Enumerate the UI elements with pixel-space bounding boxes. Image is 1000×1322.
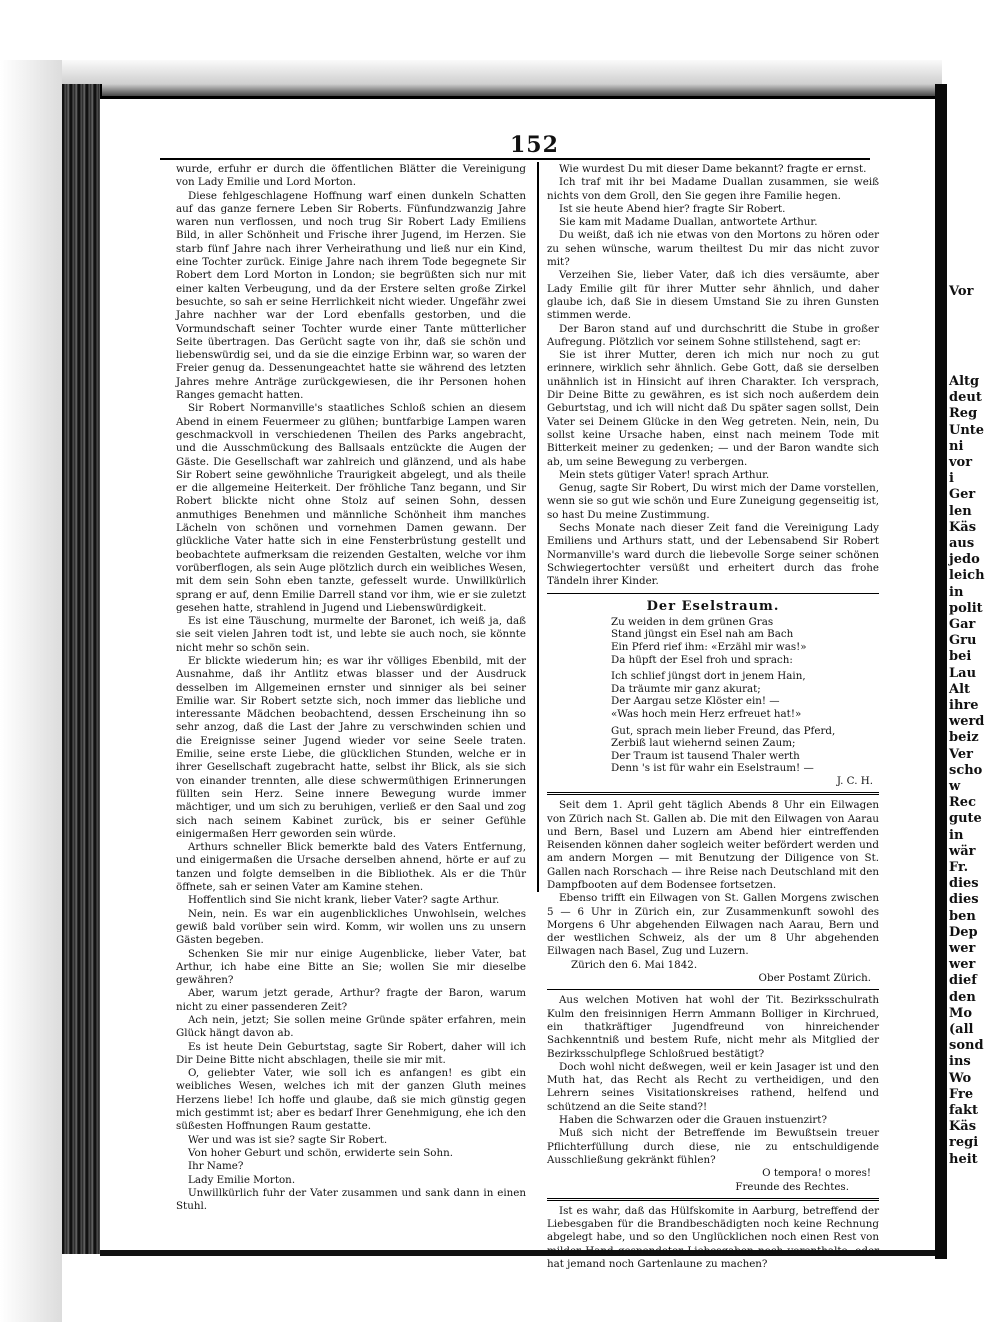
- fragment-line: Unte: [949, 422, 985, 438]
- page-number: 152: [510, 132, 559, 158]
- section-rule: [547, 792, 879, 795]
- fragment-line: w: [949, 779, 961, 794]
- poem-line: Der Traum ist tausend Thaler werth: [611, 749, 800, 762]
- fragment-line: den: [949, 989, 976, 1005]
- poem-line: Der Aargau setze Klöster ein! —: [611, 695, 780, 708]
- paragraph: O, geliebter Vater, wie soll ich es anfangen! es gibt ein weibliches Wesen, welches ich mit der ganzen Gluth meines Herzens liebe! Ich hoffe und glaube, daß sie mich günstig gegen mich gestimmt ist; aber es bedarf Ihrer Genehmigung, ehe ich den süßesten Hoffnungen Raum gestatte.: [176, 1067, 526, 1133]
- section-rule: [547, 593, 879, 594]
- paragraph: Lady Emilie Morton.: [188, 1173, 296, 1186]
- paragraph: Genug, sagte Sir Robert, Du wirst mich der Dame vorstellen, wenn sie so gut wie schön und Eure Zuneigung gegenseitig ist, so hast Du meine Zustimmung.: [547, 482, 879, 521]
- left-column: [176, 163, 526, 1213]
- adjacent-page-fragment: [947, 84, 1000, 1259]
- fragment-line: Ver: [949, 746, 974, 762]
- paragraph: Wie wurdest Du mit dieser Dame bekannt? fragte er ernst.: [559, 163, 867, 175]
- poem-line: Da träumte mir ganz akurat;: [611, 682, 761, 695]
- fragment-line: Käs: [949, 1119, 977, 1135]
- paragraph: wurde, erfuhr er durch die öffentlichen Blätter die Vereinigung von Lady Emilie und Lord Morton.: [176, 163, 526, 189]
- question-motto: O tempora! o mores!: [762, 1167, 871, 1180]
- scan-top-shadow: [62, 60, 942, 100]
- fragment-line: bei: [949, 649, 972, 665]
- page-gutter-right: [935, 84, 947, 1259]
- scan-margin: [0, 60, 62, 1322]
- paragraph: Sie kam mit Madame Duallan, antwortete Arthur.: [559, 216, 818, 229]
- post-dateline: Zürich den 6. Mai 1842.: [571, 958, 698, 971]
- fragment-line: aus: [949, 536, 975, 551]
- section-rule: [547, 1198, 879, 1201]
- paragraph: Es ist eine Täuschung, murmelte der Baronet, ich weiß ja, daß sie seit vielen Jahren todt ist, und lebte sie auch noch, sie könnte nicht mehr so schön sein.: [176, 615, 526, 654]
- poem-line: Stand jüngst ein Esel nah am Bach: [611, 628, 794, 641]
- poem-signature: J. C. H.: [836, 774, 873, 787]
- fragment-line: ben: [949, 908, 976, 924]
- fragment-line: beiz: [949, 730, 979, 746]
- poem-line: Zu weiden in dem grünen Gras: [611, 615, 774, 628]
- poem-line: Da hüpft der Esel froh und sprach:: [611, 653, 793, 666]
- poem-line: Denn 's ist für wahr ein Eselstraum! —: [611, 762, 814, 775]
- fragment-line: dies: [949, 892, 979, 908]
- komitee-notice: Ist es wahr, daß das Hülfskomite in Aarburg, betreffend der Liebesgaben für die Brandbeschädigten noch keine Rechnung abgelegt habe, und so den Unglücklichen noch einen Rest von milder Hand gespendeter Liebesgaben noch vorenthalte, oder hat jemand noch Gartenlaune zu machen?: [547, 1204, 879, 1271]
- fragment-line: Lau: [949, 665, 977, 681]
- fragment-line: dief: [949, 973, 977, 989]
- fragment-line: i: [949, 471, 954, 487]
- right-column: [547, 163, 879, 1271]
- paragraph: Der Baron stand auf und durchschritt die Stube in großer Aufregung. Plötzlich vor seinem Sohne stillstehend, sagt er:: [547, 322, 879, 348]
- question-paragraph: Muß sich nicht der Betreffende im Bewußtsein treuer Pflichterfüllung durch diese, nie zu entschuldigende Ausschließung gekränkt fühlen?: [547, 1127, 879, 1166]
- fragment-line: werd: [949, 714, 985, 730]
- paragraph: Nein, nein. Es war ein augenblickliches Unwohlsein, welches gewiß bald vorüber sein wird. Komm, wir wollen uns zu unsern Gästen begeben.: [176, 907, 526, 947]
- fragment-line: len: [949, 503, 972, 519]
- fragment-line: leich: [949, 568, 985, 584]
- fragment-line: (all: [949, 1022, 974, 1037]
- poem: [547, 616, 879, 775]
- poem-line: Gut, sprach mein lieber Freund, das Pferd,: [611, 724, 836, 737]
- section-rule: [547, 989, 879, 990]
- paragraph: Schenken Sie mir nur einige Augenblicke, lieber Vater, bat Arthur, ich habe eine Bitte an Sie; wollen Sie mir dieselbe gewähren?: [176, 947, 526, 987]
- question-signature: Freunde des Rechtes.: [735, 1180, 849, 1193]
- paragraph: Es ist heute Dein Geburtstag, sagte Sir Robert, daher will ich Dir Deine Bitte nicht abschlagen, theile sie mir mit.: [176, 1040, 526, 1066]
- fragment-line: Altg: [949, 374, 980, 389]
- poem-line: Ein Pferd rief ihm: «Erzähl mir was!»: [611, 640, 807, 653]
- fragment-line: Wo: [949, 1070, 972, 1086]
- fragment-line: Ger: [949, 487, 976, 503]
- paragraph: Wer und was ist sie? sagte Sir Robert.: [188, 1133, 388, 1146]
- post-paragraph: Seit dem 1. April geht täglich Abends 8 Uhr ein Eilwagen von Zürich nach St. Gallen ab. Die mit den Eilwagen von Aarau und Bern, Basel und Luzern am Abend hier eintreffenden Reisenden können daher sogleich weiter befördert werden und am andern Morgen — mit Benutzung der Diligence von St. Gallen nach Rorschach — ihre Reise nach Deutschland mit den Dampfbooten auf dem Bodensee fortsetzen.: [547, 799, 879, 891]
- fragment-line: Mo: [949, 1005, 973, 1021]
- poem-line: Zerbiß laut wiehernd seinen Zaum;: [611, 737, 796, 750]
- question-notice: [547, 994, 879, 1193]
- paragraph: Unwillkürlich fuhr der Vater zusammen und sank dann in einen Stuhl.: [176, 1186, 526, 1213]
- fragment-line: in: [949, 584, 964, 600]
- fragment-line: heit: [949, 1151, 978, 1167]
- fragment-line: jedo: [949, 552, 980, 568]
- paragraph: Von hoher Geburt und schön, erwiderte sein Sohn.: [188, 1146, 454, 1159]
- paragraph: Mein stets gütiger Vater! sprach Arthur.: [559, 468, 770, 481]
- header-rule: [160, 158, 870, 160]
- post-notice: [547, 799, 879, 985]
- paragraph: Diese fehlgeschlagene Hoffnung warf einen dunkeln Schatten auf das ganze fernere Leben Sir Roberts. Fünfundzwanzig Jahre waren nun verflossen, und noch trug Sir Robert Lady Emiliens Bild, in aller Schönheit und Frische ihrer Jugend, im Herzen. Sie starb fünf Jahre nach ihrer Verheirathung und ließ nur ein Kind, eine Tochter zurück. Einige Jahre nach ihrem Tode begegnete Sir Robert dem Lord Morton in London; sie begrüßten sich nur mit einer kalten Verbeugung, und da der Erstere selten große Zirkel besuchte, so sah er seine Herrlichkeit nicht wieder. Ungefähr zwei Jahre nachher war der Lord ebenfalls gestorben, und die Vormundschaft seiner Tochter wurde einer Tante mütterlicher Seite übertragen. Das Gerücht sagte von ihr, daß sie schön und liebenswürdig sei, und da sie die einzige Erbinn war, so waren der Freier genug da. Dessenungeachtet hatte sie während des letzten Jahres mehre Anträge zurückgewiesen, die ihr Personen hohen Ranges gemacht hatten.: [176, 189, 526, 402]
- fragment-line: gute: [949, 811, 982, 827]
- poem-line: Ich schlief jüngst dort in jenem Hain,: [611, 670, 806, 683]
- poem-title: Der Eselstraum.: [646, 598, 780, 614]
- fragment-line: ni: [949, 438, 964, 454]
- paragraph: Sir Robert Normanville's staatliches Schloß schien an diesem Abend in einem Feuermeer zu glühen; buntfarbige Lampen waren geschmackvoll in verschiedenen Theilen des Parks angebracht, und die Ausschmückung des Ballsaals entzückte die Augen der Gäste. Die Gesellschaft war zahlreich und glänzend, und als habe Sir Robert seine gewöhnliche Traurigkeit abgelegt, und als theile er die allgemeine Heiterkeit. Der fröhliche Tanz begann, und Sir Robert blickte nicht ohne Stolz auf seinen Sohn, dessen anmuthiges Benehmen und männliche Schönheit ihm manches Lächeln von schönen und vornehmen Damen gewann. Der glückliche Vater hatte sich in eine Fensterbrüstung gestellt und beobachtete aufmerksam die reizenden Gestalten, welche vor ihm vorüberflogen, als sein Auge plötzlich durch ein weibliches Wesen, mit dem sein Sohn eben tanzte, gefesselt wurde. Unwillkürlich sprang er auf, denn Emilie Darrell stand vor ihm, wie er sie zuletzt gesehen hatte, strahlend in Jugend und Liebenswürdigkeit.: [176, 402, 526, 614]
- fragment-line: regi: [949, 1135, 979, 1151]
- paragraph: Arthurs schneller Blick bemerkte bald des Vaters Entfernung, und einigermaßen die Ursache derselben ahnend, hörte er auf zu tanzen und folgte demselben in die Bibliothek. Als er die Thür öffnete, sah er seinen Vater am Kamine stehen.: [176, 841, 526, 894]
- fragment-line: Gru: [949, 633, 977, 649]
- fragment-line: Dep: [949, 924, 978, 940]
- paragraph: Hoffentlich sind Sie nicht krank, lieber Vater? sagte Arthur.: [188, 894, 500, 907]
- fragment-line: Gar: [949, 617, 976, 632]
- paragraph: Ach nein, jetzt; Sie sollen meine Gründe später erfahren, mein Glück hängt davon ab.: [176, 1014, 526, 1040]
- poem-line: «Was hoch mein Herz erfreuet hat!»: [611, 707, 802, 720]
- post-signature: Ober Postamt Zürich.: [758, 972, 871, 985]
- fragment-line: Käs: [949, 519, 977, 535]
- fragment-line: ins: [949, 1054, 971, 1070]
- fragment-line: wer: [949, 957, 976, 973]
- fragment-line: dies: [949, 876, 979, 892]
- paragraph: Ist sie heute Abend hier? fragte Sir Robert.: [559, 202, 786, 215]
- post-paragraph: Ebenso trifft ein Eilwagen von St. Gallen Morgens zwischen 5 — 6 Uhr in Zürich ein, zur Zusammenkunft sowohl des Morgens 6 Uhr abgehenden Eilwagen nach Aarau, Bern und der westlichen Schweiz, als der um 8 Uhr abgehenden Eilwagen nach Basel, Zug und Luzern.: [547, 892, 879, 958]
- paragraph: Er blickte wiederum hin; es war ihr völliges Ebenbild, mit der Ausnahme, daß ihr Antlitz etwas blasser und der Ausdruck desselben im Allgemeinen ernster und sinniger als bei seiner Emilie war. Sir Robert setzte sich, noch immer das liebliche und interessante Mädchen beobachtend, dessen Erscheinung ihn so sehr anzog, daß die Last der Jahre zu verschwinden schien und die Ereignisse seiner Jugend wieder vor seine Seele traten. Emilie, seine erste Liebe, die glücklichen Stunden, welche er in ihrer Gesellschaft zugebracht hatte, selbst ihr Blick, als sie sich von einander trennten, alle diese schwermüthigen Erinnerungen füllten sein Herz. Seine innere Bewegung wurde immer mächtiger, und um sich zu beruhigen, verließ er den Saal und zog sich nach seinem Kabinet zurück, bis er seiner Gefühle einigermaßen Herr geworden sein würde.: [176, 654, 526, 840]
- fragment-line: Vor: [949, 284, 974, 299]
- column-divider: [537, 162, 539, 892]
- fragment-line: deut: [949, 390, 982, 406]
- fragment-line: polit: [949, 600, 983, 616]
- fragment-line: Fr.: [949, 860, 969, 875]
- story-continuation: [547, 163, 879, 589]
- fragment-line: fakt: [949, 1103, 979, 1118]
- fragment-line: Alt: [949, 681, 971, 697]
- fragment-line: scho: [949, 762, 983, 778]
- paragraph: Sechs Monate nach dieser Zeit fand die Vereinigung Lady Emiliens und Arthurs statt, und der Lebensabend Sir Robert Normanville's ward durch die liebevolle Sorge seiner schönen Schwiegertochter versüßt und erheitert durch das frohe Tändeln ihrer Kinder.: [547, 522, 879, 588]
- fragment-line: Reg: [949, 406, 978, 422]
- question-paragraph: Doch wohl nicht deßwegen, weil er kein Jasager ist und den Muth hat, das Recht als Recht zu vertheidigen, und den Lehrern seines Visitationskreises rathend, helfend und schützend an die Seite stand?!: [547, 1060, 879, 1113]
- book-binding: [62, 84, 102, 1254]
- paragraph: Ich traf mit ihr bei Madame Duallan zusammen, sie weiß nichts von dem Groll, den Sie gegen ihre Familie hegen.: [547, 176, 879, 202]
- paragraph: Ihr Name?: [188, 1160, 244, 1173]
- paragraph: Sie ist ihrer Mutter, deren ich mich nur noch zu gut erinnere, wirklich sehr ähnlich. Gebe Gott, daß sie derselben unähnlich ist in Hinsicht auf ihren Charakter. Ich versprach, Dir Deine Bitte zu gewähren, es ist sich noch außerdem dein Geburtstag, und ich will nicht daß Du später sagen sollst, Dein Vater sei Deinem Glücke in den Weg getreten. Nein, nein, Du sollst keine Ursache haben, einst nach meinem Tode mit Bitterkeit meiner zu gedenken; — und der Baron wandte sich ab, um seine Bewegung zu verbergen.: [547, 349, 879, 468]
- fragment-line: Fre: [949, 1086, 974, 1102]
- paragraph: Aber, warum jetzt gerade, Arthur? fragte der Baron, warum nicht zu einer passenderen Zeit?: [176, 987, 526, 1013]
- paragraph: Verzeihen Sie, lieber Vater, daß ich dies versäumte, aber Lady Emilie gilt für ihrer Mutter sehr ähnlich, und daher glaube ich, daß Sie in diesem Umstand Sie zu ihren Gunsten stimmen werde.: [547, 269, 879, 322]
- question-paragraph: Haben die Schwarzen oder die Grauen instuenzirt?: [559, 1114, 827, 1127]
- fragment-line: wer: [949, 941, 976, 956]
- fragment-line: in: [949, 827, 964, 843]
- fragment-line: wär: [949, 843, 976, 859]
- fragment-line: ihre: [949, 698, 979, 713]
- question-paragraph: Aus welchen Motiven hat wohl der Tit. Bezirksschulrath Kulm den freisinnigen Herrn Ammann Bolliger in Kirchrued, ein thatkräftiger Jugendfreund von hinreichender Sachkenntniß und bestem Rufe, nicht mehr als Mitglied der Bezirksschulpflege Schloßrued bestätigt?: [547, 994, 879, 1060]
- fragment-line: vor: [949, 455, 973, 470]
- paragraph: Du weißt, daß ich nie etwas von den Mortons zu hören oder zu sehen wünsche, warum theiltest Du mir das nicht zuvor mit?: [547, 229, 879, 269]
- fragment-line: Rec: [949, 795, 976, 811]
- fragment-line: sond: [949, 1038, 984, 1054]
